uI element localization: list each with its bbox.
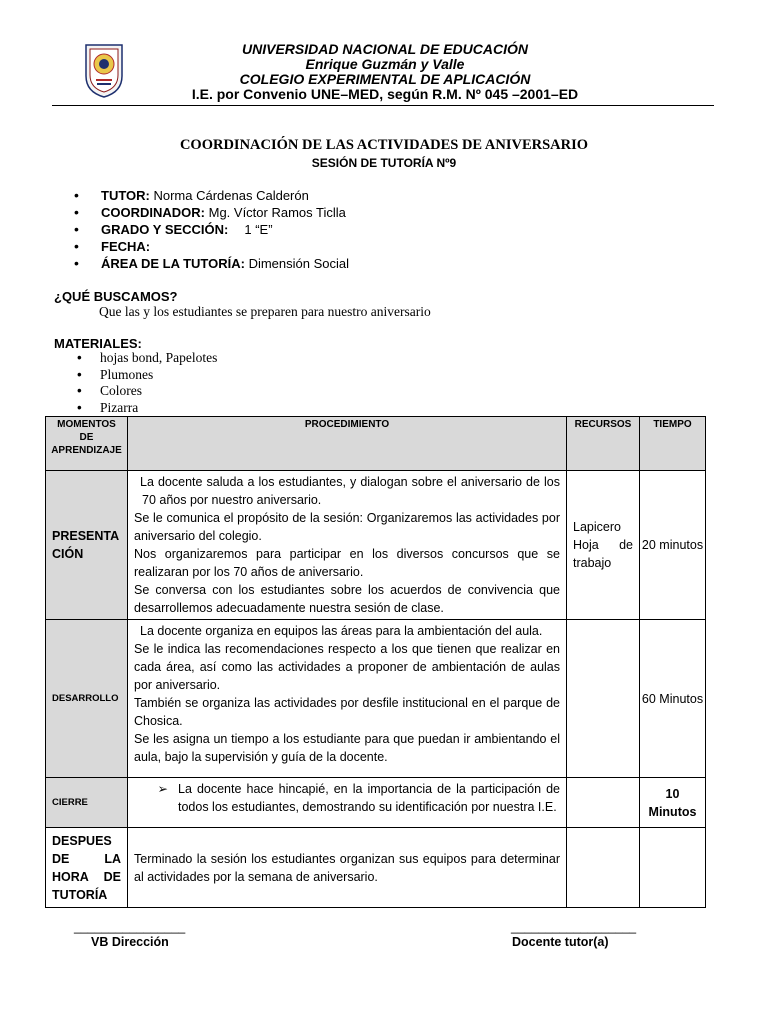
info-fecha bbox=[72, 238, 349, 255]
tutor-value: Norma Cárdenas Calderón bbox=[149, 188, 309, 203]
procedimiento-presentacion bbox=[128, 471, 567, 620]
document-subtitle: SESIÓN DE TUTORÍA Nº9 bbox=[311, 156, 457, 170]
header-line-3: COLEGIO EXPERIMENTAL DE APLICACIÓN bbox=[239, 71, 531, 87]
list-item: • Colores bbox=[77, 383, 217, 400]
recursos-despues bbox=[567, 828, 640, 908]
desarrollo-step-2: Se le indica las recomendaciones respecto a los que tienen que realizar en cada área, así como las actividades a proponer de ambientación de aulas por aniversario. bbox=[134, 642, 560, 692]
tiempo-cierre: 10 Minutos bbox=[640, 778, 706, 828]
procedimiento-despues: Terminado la sesión los estudiantes organizan sus equipos para determinar al actividades por la semana de aniversario. bbox=[128, 828, 567, 908]
table-header-row bbox=[46, 417, 706, 471]
presentacion-step-4: Se conversa con los estudiantes sobre los acuerdos de convivencia que desarrollemos adecuadamente nuestra sesión de clase. bbox=[134, 583, 560, 615]
area-value: Dimensión Social bbox=[244, 256, 350, 271]
procedimiento-cierre bbox=[128, 778, 567, 828]
presentacion-step-1: La docente saluda a los estudiantes, y dialogan sobre el aniversario de los 70 años por nuestro aniversario. bbox=[140, 475, 560, 507]
university-seal-icon bbox=[84, 42, 124, 98]
info-area bbox=[72, 255, 349, 272]
info-coordinador bbox=[72, 204, 349, 221]
header-line-1: UNIVERSIDAD NACIONAL DE EDUCACIÓN bbox=[242, 41, 528, 57]
tutor-label: TUTOR: bbox=[101, 188, 150, 203]
tiempo-despues bbox=[640, 828, 706, 908]
header-line-4: I.E. por Convenio UNE–MED, según R.M. Nº 045 –2001–ED bbox=[191, 86, 579, 102]
buscamos-text: Que las y los estudiantes se preparen para nuestro aniversario bbox=[99, 304, 431, 319]
list-item: • Pizarra bbox=[77, 400, 217, 417]
tiempo-desarrollo: 60 Minutos bbox=[640, 620, 706, 778]
moment-despues: DESPUES DE LA HORA DE TUTORÍA bbox=[46, 828, 128, 908]
session-info-list bbox=[72, 187, 349, 272]
recursos-presentacion: Lapicero Hoja de trabajo bbox=[567, 471, 640, 620]
header-divider bbox=[52, 105, 714, 106]
desarrollo-step-1: La docente organiza en equipos las áreas para la ambientación del aula. bbox=[140, 624, 543, 638]
presentacion-step-3: Nos organizaremos para participar en los diversos concursos que se realizaran por los 70 años de aniversario. bbox=[134, 547, 560, 579]
table-row-cierre bbox=[46, 778, 706, 828]
list-item: • hojas bond, Papelotes bbox=[77, 350, 217, 367]
signature-line-right: __________________ bbox=[511, 920, 637, 934]
header-line-2: Enrique Guzmán y Valle bbox=[305, 56, 465, 72]
grado-label: GRADO Y SECCIÓN: bbox=[101, 222, 229, 237]
presentacion-step-2: Se le comunica el propósito de la sesión: Organizaremos las actividades por aniversario del colegio. bbox=[134, 511, 560, 543]
recursos-desarrollo bbox=[567, 620, 640, 778]
moment-presentacion bbox=[46, 471, 128, 620]
materiales-list bbox=[77, 350, 217, 416]
header-tiempo: TIEMPO bbox=[640, 417, 706, 471]
procedimiento-desarrollo bbox=[128, 620, 567, 778]
list-item: • Plumones bbox=[77, 367, 217, 384]
fecha-label: FECHA: bbox=[101, 239, 151, 254]
moment-cierre: CIERRE bbox=[46, 778, 128, 828]
header-procedimiento: PROCEDIMIENTO bbox=[128, 417, 567, 471]
moment-presentacion-b: CIÓN bbox=[52, 547, 84, 561]
document-title: COORDINACIÓN DE LAS ACTIVIDADES DE ANIVERSARIO bbox=[179, 137, 589, 153]
recursos-cierre bbox=[567, 778, 640, 828]
table-row-presentacion bbox=[46, 471, 706, 620]
session-plan-table bbox=[45, 416, 706, 908]
desarrollo-step-3: También se organiza las actividades por desfile institucional en el parque de Chosica. bbox=[134, 696, 560, 728]
buscamos-heading: ¿QUÉ BUSCAMOS? bbox=[54, 289, 178, 304]
moment-desarrollo: DESARROLLO bbox=[46, 620, 128, 778]
institution-name bbox=[152, 42, 618, 102]
cierre-item bbox=[128, 780, 560, 816]
coordinador-label: COORDINADOR: bbox=[101, 205, 205, 220]
cierre-step-1: La docente hace hincapié, en la importancia de la participación de todos los estudiantes, demostrando su identificación por nuestra I.E. bbox=[178, 782, 560, 814]
info-grado bbox=[72, 221, 349, 238]
info-tutor bbox=[72, 187, 349, 204]
tiempo-presentacion: 20 minutos bbox=[640, 471, 706, 620]
header-momentos: MOMENTOS DE APRENDIZAJE bbox=[46, 417, 128, 471]
area-label: ÁREA DE LA TUTORÍA: bbox=[101, 256, 245, 271]
moment-presentacion-a: PRESENTA bbox=[52, 529, 120, 543]
table-row-despues bbox=[46, 828, 706, 908]
desarrollo-step-4: Se les asigna un tiempo a los estudiante para que puedan ir ambientando el aula, bajo la supervisión y guía de la docente. bbox=[134, 732, 560, 764]
signature-line-left: ________________ bbox=[74, 920, 186, 934]
grado-value: 1 “E” bbox=[244, 222, 273, 237]
signature-label-right: Docente tutor(a) bbox=[512, 935, 609, 949]
signature-label-left: VB Dirección bbox=[91, 935, 169, 949]
arrow-bullet-icon: ➢ bbox=[157, 782, 168, 796]
materiales-heading: MATERIALES: bbox=[54, 336, 142, 351]
table-row-desarrollo bbox=[46, 620, 706, 778]
document-header bbox=[52, 40, 714, 106]
coordinador-value: Mg. Víctor Ramos Ticlla bbox=[205, 205, 346, 220]
header-recursos: RECURSOS bbox=[567, 417, 640, 471]
